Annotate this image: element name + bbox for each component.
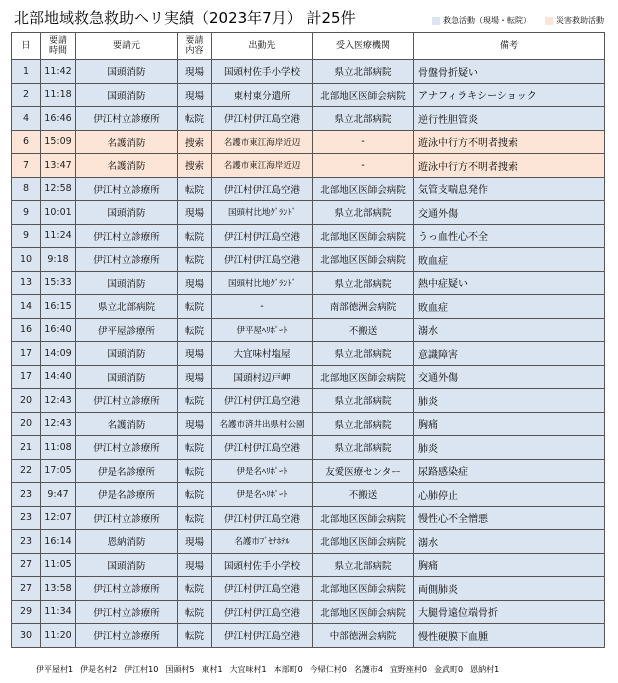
table-row [12, 154, 605, 178]
cell-hospital: - [313, 154, 414, 178]
legend [432, 15, 604, 26]
cell-type: 転院 [178, 624, 212, 648]
cell-requester: 国頭消防 [76, 342, 178, 366]
cell-time: 9:18 [41, 248, 76, 272]
table-row [12, 389, 605, 413]
cell-time: 17:05 [41, 459, 76, 483]
table-row [12, 365, 605, 389]
table-row [12, 177, 605, 201]
cell-time: 12:07 [41, 506, 76, 530]
cell-time: 16:15 [41, 295, 76, 319]
cell-destination: 伊江村伊江島空港 [212, 436, 313, 460]
cell-type: 転院 [178, 600, 212, 624]
cell-destination: 伊是名ﾍﾘﾎﾟｰﾄ [212, 459, 313, 483]
cell-time: 13:47 [41, 154, 76, 178]
cell-destination: 伊江村伊江島空港 [212, 177, 313, 201]
cell-requester: 国頭消防 [76, 553, 178, 577]
cell-requester: 伊江村立診療所 [76, 600, 178, 624]
cell-type: 現場 [178, 365, 212, 389]
cell-destination: 名護市東江海岸近辺 [212, 154, 313, 178]
cell-hospital: 県立北部病院 [313, 60, 414, 84]
cell-requester: 伊江村立診療所 [76, 248, 178, 272]
cell-day: 6 [12, 130, 41, 154]
header-day: 日 [12, 33, 41, 60]
legend-item-rescue [432, 15, 531, 26]
cell-type: 現場 [178, 553, 212, 577]
cell-type: 現場 [178, 60, 212, 84]
cell-time: 16:46 [41, 107, 76, 131]
cell-type: 転院 [178, 224, 212, 248]
cell-day: 9 [12, 224, 41, 248]
table-row [12, 624, 605, 648]
cell-hospital: 県立北部病院 [313, 201, 414, 225]
cell-type: 捜索 [178, 130, 212, 154]
cell-time: 11:42 [41, 60, 76, 84]
cell-hospital: 北部地区医師会病院 [313, 83, 414, 107]
cell-note: 交通外傷 [414, 201, 605, 225]
cell-hospital: 不搬送 [313, 318, 414, 342]
cell-requester: 名護消防 [76, 130, 178, 154]
table-row [12, 436, 605, 460]
cell-day: 30 [12, 624, 41, 648]
table-row [12, 459, 605, 483]
cell-destination: 名護市東江海岸近辺 [212, 130, 313, 154]
cell-destination: 国頭村比地ｸﾞﾗﾝﾄﾞ [212, 271, 313, 295]
cell-note: 遊泳中行方不明者捜索 [414, 154, 605, 178]
cell-requester: 伊是名診療所 [76, 459, 178, 483]
municipality-count: 大宜味村1 [229, 665, 267, 674]
header-destination: 出動先 [212, 33, 313, 60]
cell-note: 慢性心不全憎悪 [414, 506, 605, 530]
cell-hospital: 北部地区医師会病院 [313, 577, 414, 601]
cell-destination: 大宜味村塩屋 [212, 342, 313, 366]
cell-type: 転院 [178, 248, 212, 272]
legend-swatch-rescue [432, 17, 440, 25]
cell-type: 現場 [178, 83, 212, 107]
cell-day: 17 [12, 342, 41, 366]
cell-type: 転院 [178, 483, 212, 507]
cell-hospital: 北部地区医師会病院 [313, 365, 414, 389]
cell-hospital: 県立北部病院 [313, 412, 414, 436]
cell-note: 尿路感染症 [414, 459, 605, 483]
table-row [12, 107, 605, 131]
cell-day: 27 [12, 553, 41, 577]
cell-note: 肺炎 [414, 389, 605, 413]
cell-note: 遊泳中行方不明者捜索 [414, 130, 605, 154]
cell-requester: 伊是名診療所 [76, 483, 178, 507]
cell-day: 27 [12, 577, 41, 601]
cell-destination: 伊平屋ﾍﾘﾎﾟｰﾄ [212, 318, 313, 342]
cell-day: 20 [12, 389, 41, 413]
cell-destination: 国頭村比地ｸﾞﾗﾝﾄﾞ [212, 201, 313, 225]
cell-type: 現場 [178, 342, 212, 366]
cell-time: 11:24 [41, 224, 76, 248]
cell-hospital: 北部地区医師会病院 [313, 177, 414, 201]
legend-item-disaster [545, 15, 604, 26]
cell-day: 9 [12, 201, 41, 225]
cell-destination: 名護市ﾌﾞｾﾅﾎﾃﾙ [212, 530, 313, 554]
cell-time: 13:58 [41, 577, 76, 601]
municipality-count: 本部町0 [273, 665, 303, 674]
cell-type: 転院 [178, 459, 212, 483]
cell-day: 2 [12, 83, 41, 107]
cell-requester: 伊江村立診療所 [76, 506, 178, 530]
cell-hospital: 県立北部病院 [313, 271, 414, 295]
cell-hospital: 県立北部病院 [313, 107, 414, 131]
table-row [12, 506, 605, 530]
header-time: 要請 時間 [41, 33, 76, 60]
cell-requester: 伊江村立診療所 [76, 107, 178, 131]
cell-time: 11:05 [41, 553, 76, 577]
cell-time: 12:58 [41, 177, 76, 201]
table-row [12, 600, 605, 624]
cell-requester: 伊平屋診療所 [76, 318, 178, 342]
table-row [12, 577, 605, 601]
cell-hospital: 不搬送 [313, 483, 414, 507]
cell-requester: 国頭消防 [76, 60, 178, 84]
cell-hospital: 県立北部病院 [313, 389, 414, 413]
cell-hospital: - [313, 130, 414, 154]
municipality-count: 名護市4 [353, 665, 383, 674]
cell-note: 溺水 [414, 530, 605, 554]
cell-type: 転院 [178, 107, 212, 131]
cell-day: 17 [12, 365, 41, 389]
cell-type: 現場 [178, 201, 212, 225]
table-row [12, 130, 605, 154]
cell-time: 15:33 [41, 271, 76, 295]
cell-type: 転院 [178, 506, 212, 530]
cell-requester: 名護消防 [76, 154, 178, 178]
municipality-count: 宜野座村0 [389, 665, 428, 674]
cell-type: 転院 [178, 295, 212, 319]
cell-time: 11:34 [41, 600, 76, 624]
cell-note: 敗血症 [414, 295, 605, 319]
cell-requester: 伊江村立診療所 [76, 577, 178, 601]
cell-day: 14 [12, 295, 41, 319]
cell-time: 12:43 [41, 412, 76, 436]
cell-requester: 国頭消防 [76, 83, 178, 107]
cell-hospital: 南部徳洲会病院 [313, 295, 414, 319]
table-row [12, 271, 605, 295]
cell-destination: 伊江村伊江島空港 [212, 107, 313, 131]
municipality-count: 金武町0 [434, 665, 464, 674]
cell-destination: 国頭村佐手小学校 [212, 60, 313, 84]
cell-time: 10:01 [41, 201, 76, 225]
cell-time: 9:47 [41, 483, 76, 507]
cell-note: 気管支喘息発作 [414, 177, 605, 201]
cell-destination: 伊江村伊江島空港 [212, 389, 313, 413]
cell-destination: - [212, 295, 313, 319]
table-row [12, 412, 605, 436]
table-row [12, 201, 605, 225]
cell-day: 29 [12, 600, 41, 624]
page-title: 北部地域救急救助ヘリ実績（2023年7月） 計25件 [14, 9, 356, 27]
table-row [12, 342, 605, 366]
municipality-count: 伊江村10 [124, 665, 159, 674]
table-row [12, 530, 605, 554]
cell-destination: 伊江村伊江島空港 [212, 224, 313, 248]
cell-note: 胸痛 [414, 412, 605, 436]
cell-note: 敗血症 [414, 248, 605, 272]
header-type: 要請 内容 [178, 33, 212, 60]
cell-hospital: 県立北部病院 [313, 436, 414, 460]
cell-time: 14:40 [41, 365, 76, 389]
cell-day: 23 [12, 530, 41, 554]
cell-note: 逆行性胆管炎 [414, 107, 605, 131]
header-requester: 要請元 [76, 33, 178, 60]
cell-destination: 伊是名ﾍﾘﾎﾟｰﾄ [212, 483, 313, 507]
cell-day: 8 [12, 177, 41, 201]
cell-note: 交通外傷 [414, 365, 605, 389]
cell-type: 現場 [178, 530, 212, 554]
cell-note: 両側肺炎 [414, 577, 605, 601]
cell-destination: 伊江村伊江島空港 [212, 577, 313, 601]
cell-note: 骨盤骨折疑い [414, 60, 605, 84]
cell-note: 熱中症疑い [414, 271, 605, 295]
cell-hospital: 北部地区医師会病院 [313, 506, 414, 530]
cell-destination: 名護市済井出県村公園 [212, 412, 313, 436]
cell-destination: 伊江村伊江島空港 [212, 600, 313, 624]
cell-day: 22 [12, 459, 41, 483]
cell-time: 12:43 [41, 389, 76, 413]
cell-requester: 恩納消防 [76, 530, 178, 554]
cell-time: 15:09 [41, 130, 76, 154]
cell-note: 慢性硬膜下血腫 [414, 624, 605, 648]
cell-type: 転院 [178, 177, 212, 201]
cell-type: 転院 [178, 577, 212, 601]
municipality-count: 伊平屋村1 [36, 665, 74, 674]
cell-requester: 名護消防 [76, 412, 178, 436]
municipality-count: 東村1 [201, 665, 223, 674]
table-row [12, 60, 605, 84]
cell-day: 4 [12, 107, 41, 131]
cell-hospital: 北部地区医師会病院 [313, 248, 414, 272]
cell-time: 14:09 [41, 342, 76, 366]
municipality-counts [36, 664, 506, 675]
cell-destination: 東村東分遣所 [212, 83, 313, 107]
table-header-row [12, 33, 605, 60]
cell-hospital: 北部地区医師会病院 [313, 600, 414, 624]
cell-requester: 国頭消防 [76, 271, 178, 295]
cell-type: 捜索 [178, 154, 212, 178]
cell-destination: 伊江村伊江島空港 [212, 506, 313, 530]
cell-type: 転院 [178, 389, 212, 413]
cell-day: 13 [12, 271, 41, 295]
table-row [12, 318, 605, 342]
cell-note: アナフィラキシーショック [414, 83, 605, 107]
municipality-count: 伊是名村2 [80, 665, 118, 674]
cell-note: 心肺停止 [414, 483, 605, 507]
legend-label-disaster: 災害救助活動 [556, 16, 604, 25]
cell-note: 大腿骨遠位端骨折 [414, 600, 605, 624]
legend-swatch-disaster [545, 17, 553, 25]
cell-note: 意識障害 [414, 342, 605, 366]
cell-requester: 国頭消防 [76, 201, 178, 225]
cell-time: 16:14 [41, 530, 76, 554]
legend-label-rescue: 救急活動（現場・転院） [443, 16, 531, 25]
cell-time: 11:18 [41, 83, 76, 107]
header-hospital: 受入医療機関 [313, 33, 414, 60]
cell-day: 1 [12, 60, 41, 84]
cell-destination: 国頭村辺戸岬 [212, 365, 313, 389]
municipality-count: 国頭村5 [165, 665, 195, 674]
cell-note: 溺水 [414, 318, 605, 342]
table-row [12, 83, 605, 107]
cell-type: 現場 [178, 412, 212, 436]
cell-day: 10 [12, 248, 41, 272]
cell-time: 11:20 [41, 624, 76, 648]
cell-type: 転院 [178, 318, 212, 342]
cell-destination: 伊江村伊江島空港 [212, 248, 313, 272]
municipality-count: 今帰仁村0 [309, 665, 347, 674]
cell-requester: 伊江村立診療所 [76, 177, 178, 201]
cell-day: 7 [12, 154, 41, 178]
table-row [12, 553, 605, 577]
cell-requester: 伊江村立診療所 [76, 224, 178, 248]
header-note: 備考 [414, 33, 605, 60]
cell-time: 11:08 [41, 436, 76, 460]
cell-type: 転院 [178, 436, 212, 460]
cell-hospital: 北部地区医師会病院 [313, 224, 414, 248]
cell-hospital: 県立北部病院 [313, 553, 414, 577]
cell-time: 16:40 [41, 318, 76, 342]
cell-hospital: 北部地区医師会病院 [313, 530, 414, 554]
cell-day: 21 [12, 436, 41, 460]
cell-destination: 国頭村佐手小学校 [212, 553, 313, 577]
municipality-count: 恩納村1 [470, 665, 500, 674]
cell-note: うっ血性心不全 [414, 224, 605, 248]
cell-day: 16 [12, 318, 41, 342]
cell-hospital: 友愛医療センター [313, 459, 414, 483]
cell-day: 23 [12, 506, 41, 530]
cell-type: 現場 [178, 271, 212, 295]
cell-note: 肺炎 [414, 436, 605, 460]
table-body [12, 60, 605, 648]
cell-note: 胸痛 [414, 553, 605, 577]
cell-requester: 伊江村立診療所 [76, 624, 178, 648]
table-row [12, 224, 605, 248]
cell-hospital: 県立北部病院 [313, 342, 414, 366]
cell-requester: 県立北部病院 [76, 295, 178, 319]
table-row [12, 483, 605, 507]
records-table [11, 32, 605, 648]
cell-hospital: 中部徳洲会病院 [313, 624, 414, 648]
cell-destination: 伊江村伊江島空港 [212, 624, 313, 648]
cell-day: 20 [12, 412, 41, 436]
cell-requester: 国頭消防 [76, 365, 178, 389]
cell-requester: 伊江村立診療所 [76, 436, 178, 460]
table-row [12, 248, 605, 272]
table-row [12, 295, 605, 319]
cell-day: 23 [12, 483, 41, 507]
cell-requester: 伊江村立診療所 [76, 389, 178, 413]
